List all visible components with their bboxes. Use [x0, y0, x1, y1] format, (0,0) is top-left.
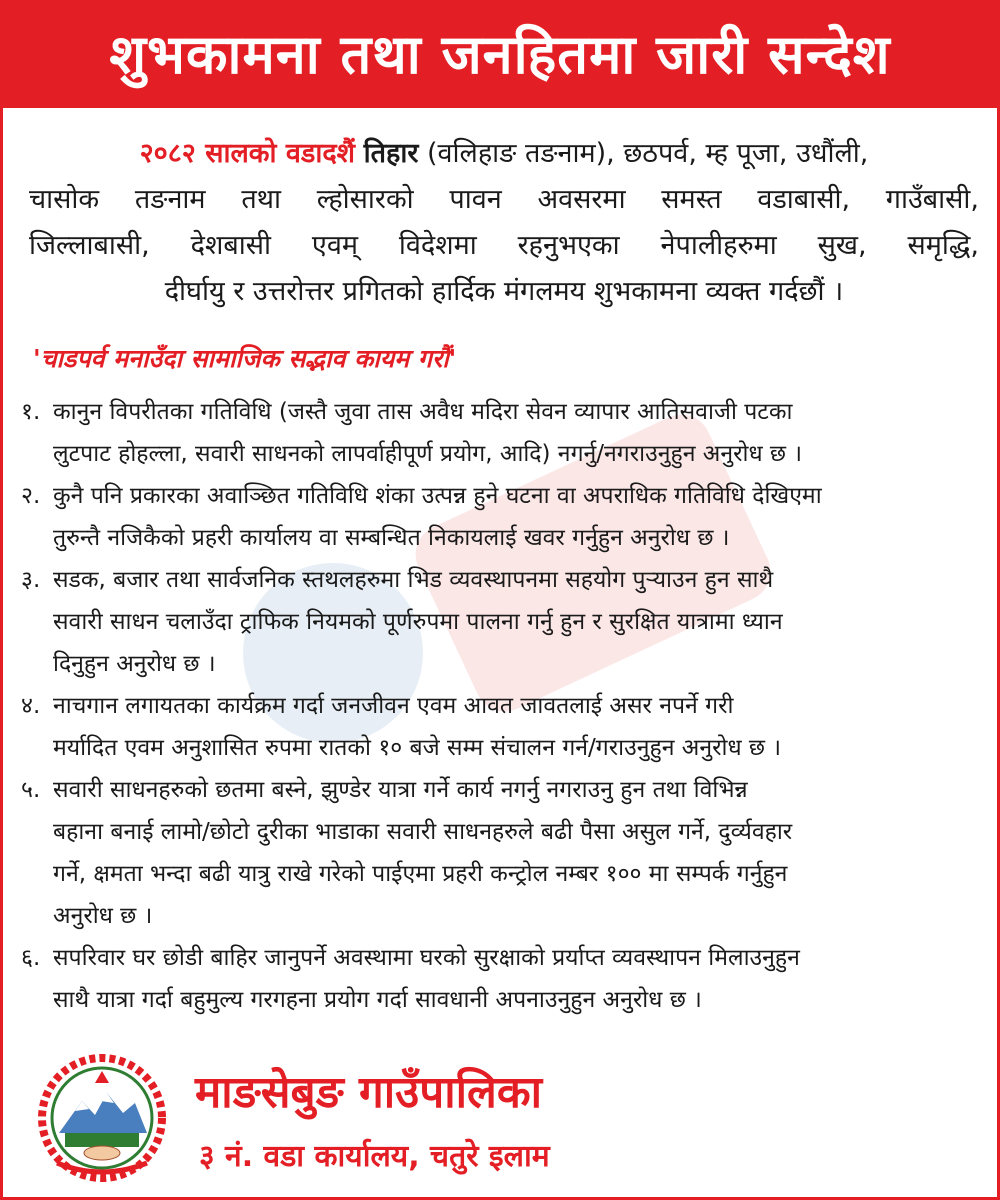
list-item-number: २.: [21, 483, 41, 509]
page-title: शुभकामना तथा जनहितमा जारी सन्देश: [109, 23, 891, 86]
list-item-number: ३.: [21, 567, 41, 593]
header-banner: [3, 3, 997, 108]
list-item-line: लुटपाट होहल्ला, सवारी साधनको लापर्वाहीपूर्ण प्रयोग, आदि) नगर्नु/नगराउनुहुन अनुरोध छ ।: [53, 441, 803, 467]
list-item-line: साथै यात्रा गर्दा बहुमुल्य गरगहना प्रयोग गर्दा सावधानी अपनाउनुहुन अनुरोध छ ।: [53, 987, 702, 1013]
list-item-line: अनुरोध छ ।: [53, 903, 153, 929]
list-item-line: सवारी साधनहरुको छतमा बस्ने, झुण्डेर यात्रा गर्ने कार्य नगर्नु नगराउनु हुन तथा विभिन्न: [53, 777, 748, 803]
list-item: [21, 559, 981, 685]
greeting-line-3: जिल्लाबासी, देशबासी एवम् विदेशमा रहनुभएका नेपालीहरुमा सुख, समृद्धि,: [29, 230, 979, 261]
greeting-line-1-rest: (वलिहाङ तङनाम), छठपर्व, म्ह पूजा, उधौंली,: [426, 138, 869, 169]
list-item-line: नाचगान लगायतका कार्यक्रम गर्दा जनजीवन एवम आवत जावतलाई असर नपर्ने गरी: [53, 693, 734, 719]
greeting-line-2: चासोक तङनाम तथा ल्होसारको पावन अवसरमा समस्त वडाबासी, गाउँबासी,: [29, 184, 979, 215]
request-list: [21, 391, 981, 1021]
list-item-number: ४.: [21, 693, 41, 719]
list-item-number: ६.: [21, 945, 41, 971]
greeting-paragraph: [29, 131, 979, 315]
list-item-line: सडक, बजार तथा सार्वजनिक स्तथलहरुमा भिड व्यवस्थापनमा सहयोग पुर्‍याउन हुन साथै: [53, 567, 774, 593]
list-item-line: सपरिवार घर छोडी बाहिर जानुपर्ने अवस्थामा घरको सुरक्षाको प्रर्याप्त व्यवस्थापन मिलाउनुहुन: [53, 945, 800, 971]
list-item-line: तुरुन्तै नजिकैको प्रहरी कार्यालय वा सम्बन्धित निकायलाई खवर गर्नुहुन अनुरोध छ ।: [53, 525, 730, 551]
list-item-line: दिनुहुन अनुरोध छ ।: [53, 651, 216, 677]
festival-name: तिहार: [363, 138, 419, 169]
office-name: माङसेबुङ गाउँपालिका: [195, 1067, 543, 1118]
list-item-line: सवारी साधन चलाउँदा ट्राफिक नियमको पूर्णरुपमा पालना गर्नु हुन र सुरक्षित यात्रामा ध्यान: [53, 609, 783, 635]
nepal-government-emblem-icon: [37, 1053, 167, 1183]
list-item: [21, 685, 981, 769]
office-address: ३ नं. वडा कार्यालय, चतुरे इलाम: [199, 1139, 550, 1174]
list-item-line: कुनै पनि प्रकारका अवाञ्छित गतिविधि शंका उत्पन्न हुने घटना वा अपराधिक गतिविधि देखिएमा: [53, 483, 822, 509]
list-item: [21, 475, 981, 559]
list-item-line: मर्यादित एवम अनुशासित रुपमा रातको १० बजे सम्म संचालन गर्न/गराउनुहुन अनुरोध छ ।: [53, 735, 782, 761]
list-item: [21, 937, 981, 1021]
list-item-number: ५.: [21, 777, 41, 803]
list-item-line: गर्ने, क्षमता भन्दा बढी यात्रु राखे गरेको पाईएमा प्रहरी कन्ट्रोल नम्बर १०० मा सम्पर्क गर्नुहुन: [53, 861, 788, 887]
list-item-line: कानुन विपरीतका गतिविधि (जस्तै जुवा तास अवैध मदिरा सेवन व्यापार आतिसवाजी पटका: [53, 399, 793, 425]
list-item: [21, 391, 981, 475]
list-item-line: बहाना बनाई लामो/छोटो दुरीका भाडाका सवारी साधनहरुले बढी पैसा असुल गर्ने, दुर्व्यवहार: [53, 819, 793, 845]
festival-highlight: २०८२ सालको वडादशैं: [139, 138, 356, 169]
greeting-line-4: दीर्घायु र उत्तरोत्तर प्रगितको हार्दिक मंगलमय शुभकामना व्यक्त गर्दछौं ।: [164, 276, 844, 307]
list-item-number: १.: [21, 399, 41, 425]
greeting-line-1: [29, 131, 979, 177]
slogan: 'चाडपर्व मनाउँदा सामाजिक सद्भाव कायम गरौं': [33, 344, 457, 373]
list-item: [21, 769, 981, 937]
